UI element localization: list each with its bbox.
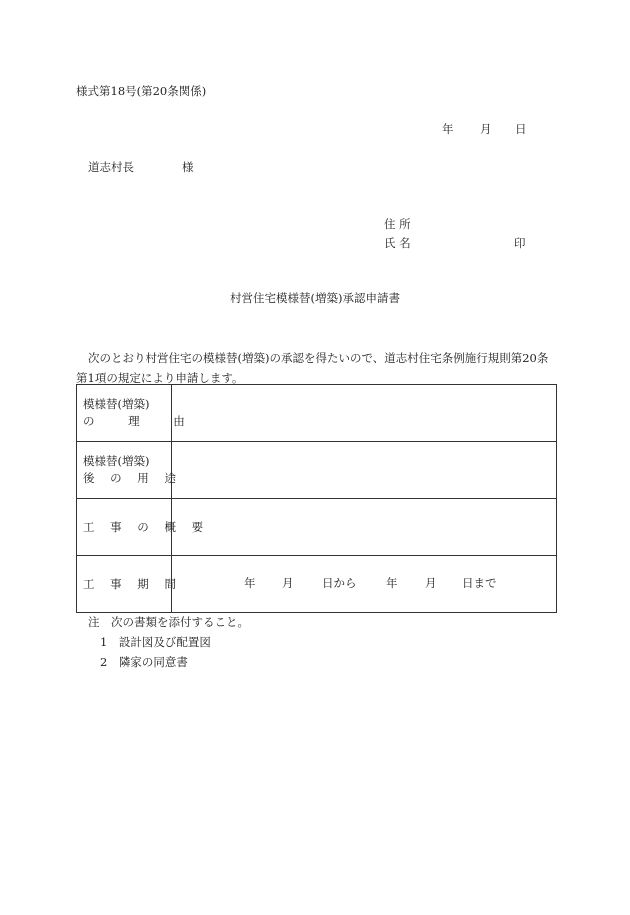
period-label: 工 事 期 間 xyxy=(83,576,182,591)
body-text: 次のとおり村営住宅の模様替(増築)の承認を得たいので、道志村住宅条例施行規則第20条第1項の規定により申請します。 xyxy=(76,351,549,385)
application-table xyxy=(76,384,557,613)
period-start-day: 日から xyxy=(322,576,357,590)
date-day-label: 日 xyxy=(515,122,527,136)
usage-label-line1: 模様替(増築) xyxy=(83,454,150,468)
period-label-cell xyxy=(77,556,182,613)
reason-label-line1: 模様替(増築) xyxy=(83,397,150,411)
usage-value-cell[interactable] xyxy=(172,442,557,499)
reason-label-cell xyxy=(77,385,200,442)
reason-value-cell[interactable] xyxy=(172,385,557,442)
period-value-cell[interactable] xyxy=(172,556,557,613)
usage-label-cell xyxy=(77,442,182,499)
period-end-month: 月 xyxy=(425,576,437,590)
outline-label-cell xyxy=(77,499,210,556)
table-row xyxy=(77,385,557,442)
applicant-address-label: 住 所 xyxy=(384,217,411,231)
table-row xyxy=(77,499,557,556)
date-month-label: 月 xyxy=(480,122,492,136)
seal-mark: 印 xyxy=(514,236,526,250)
usage-label-line2: 後 の 用 途 xyxy=(83,471,182,485)
period-end-day: 日まで xyxy=(462,576,497,590)
addressee-name: 道志村長 xyxy=(88,160,134,174)
outline-value-cell[interactable] xyxy=(172,499,557,556)
form-number: 様式第18号(第20条関係) xyxy=(76,84,207,98)
applicant-name-label: 氏 名 xyxy=(384,236,411,250)
attachment-item: 2 隣家の同意書 xyxy=(100,655,188,669)
addressee-honorific: 様 xyxy=(182,160,194,174)
outline-label: 工 事 の 概 要 xyxy=(83,519,210,534)
date-year-label: 年 xyxy=(442,122,454,136)
attachment-item: 1 設計図及び配置図 xyxy=(100,635,211,649)
period-start-month: 月 xyxy=(282,576,294,590)
table-row xyxy=(77,442,557,499)
period-end-year: 年 xyxy=(386,576,398,590)
table-row xyxy=(77,556,557,613)
note-heading: 注 次の書類を添付すること。 xyxy=(88,615,249,629)
period-start-year: 年 xyxy=(244,576,256,590)
document-title: 村営住宅模様替(増築)承認申請書 xyxy=(230,291,400,305)
reason-label-line2: の 理 由 xyxy=(83,414,200,428)
